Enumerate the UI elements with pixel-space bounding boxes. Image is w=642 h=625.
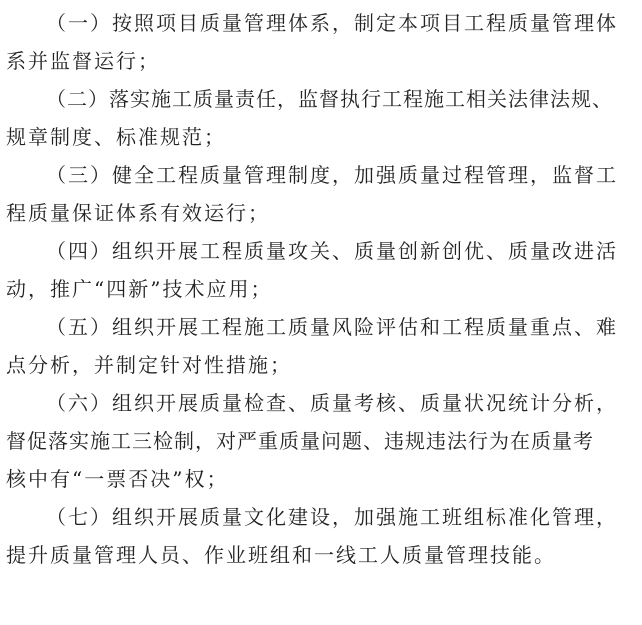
clause-2	[6, 80, 636, 156]
clause-line: （五）组织开展工程施工质量风险评估和工程质量重点、难	[46, 315, 618, 339]
clause-line: 程质量保证体系有效运行；	[6, 201, 270, 225]
clause-1	[6, 4, 636, 80]
clause-line: 动，推广“四新”技术应用；	[6, 277, 273, 301]
clause-line: 规章制度、标准规范；	[6, 125, 226, 149]
clause-line: （六）组织开展质量检查、质量考核、质量状况统计分析，	[46, 391, 618, 415]
clause-line: 提升质量管理人员、作业班组和一线工人质量管理技能。	[6, 543, 556, 567]
clause-line: （三）健全工程质量管理制度，加强质量过程管理，监督工	[46, 163, 618, 187]
clause-line: （二）落实施工质量责任，监督执行工程施工相关法律法规、	[46, 87, 613, 111]
clause-7	[6, 498, 636, 574]
clause-line: 核中有“一票否决”权；	[6, 467, 229, 491]
clause-line: （七）组织开展质量文化建设，加强施工班组标准化管理，	[46, 505, 618, 529]
clause-line: （四）组织开展工程质量攻关、质量创新创优、质量改进活	[46, 239, 618, 263]
clause-6	[6, 384, 636, 498]
clause-line: （一）按照项目质量管理体系，制定本项目工程质量管理体	[46, 11, 618, 35]
clause-4	[6, 232, 636, 308]
clause-3	[6, 156, 636, 232]
clause-5	[6, 308, 636, 384]
clause-line: 系并监督运行；	[6, 49, 160, 73]
clause-line: 点分析，并制定针对性措施；	[6, 353, 292, 377]
clause-line: 督促落实施工三检制，对严重质量问题、违规违法行为在质量考	[6, 429, 594, 453]
